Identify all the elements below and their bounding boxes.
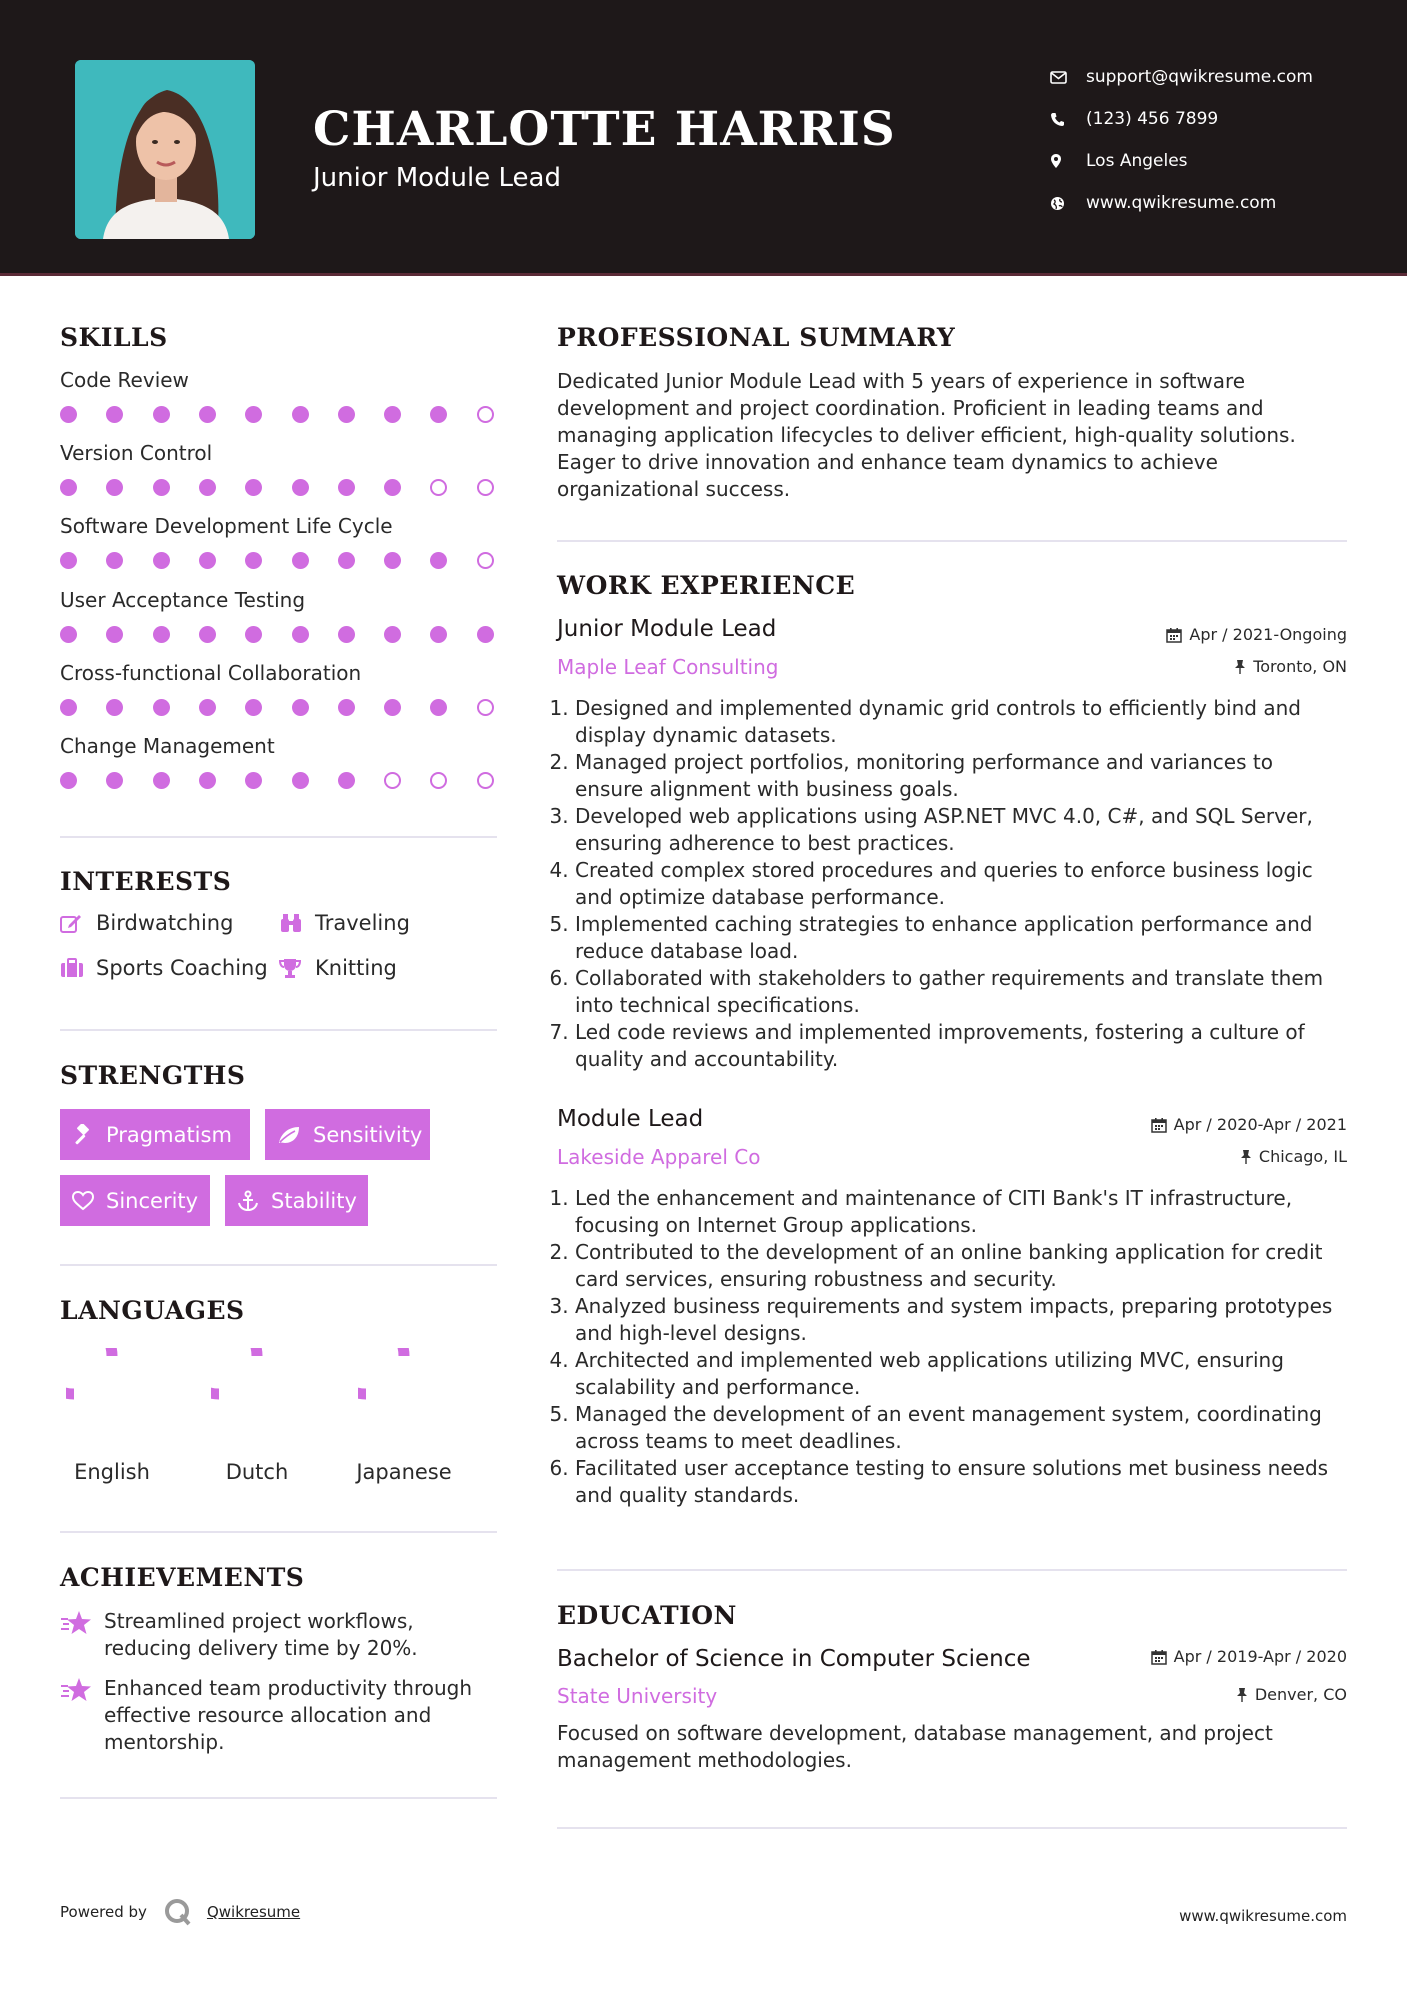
language-label: English	[74, 1460, 150, 1484]
skill-dot-filled	[245, 626, 262, 643]
skill-dot-filled	[384, 406, 401, 423]
education-date	[1151, 1647, 1347, 1666]
section-divider	[557, 1569, 1347, 1571]
skill-dot-filled	[106, 406, 123, 423]
skill-dot-filled	[292, 772, 309, 789]
job-location	[1234, 657, 1347, 676]
section-divider	[557, 540, 1347, 542]
resume-header	[0, 0, 1407, 276]
skill-dot-filled	[338, 772, 355, 789]
skill-dot-empty	[477, 479, 494, 496]
pushpin-icon	[1234, 659, 1246, 675]
skill-dot-filled	[245, 552, 262, 569]
job-bullet: 5. Managed the development of an event management system, coordinating across teams to meet deadlines.	[575, 1401, 1347, 1455]
skill-dot-filled	[60, 406, 77, 423]
skill-name: Software Development Life Cycle	[60, 514, 393, 538]
section-divider	[557, 1827, 1347, 1829]
star-icon	[60, 1608, 104, 1662]
calendar-icon	[1166, 627, 1182, 643]
contact-email[interactable]	[1050, 56, 1313, 98]
strength-label: Sensitivity	[313, 1122, 423, 1147]
interest-label: Sports Coaching	[96, 956, 268, 980]
job-date-text: Apr / 2021-Ongoing	[1189, 625, 1347, 644]
job-bullet: 6. Collaborated with stakeholders to gather requirements and translate them into technical specifications.	[575, 965, 1347, 1019]
interest-item	[60, 911, 233, 935]
contact-location-text: Los Angeles	[1086, 151, 1188, 171]
skill-dot-filled	[292, 406, 309, 423]
job-bullet: 4. Created complex stored procedures and queries to enforce business logic and optimize database performance.	[575, 857, 1347, 911]
contact-phone[interactable]	[1050, 98, 1313, 140]
skill-dot-filled	[199, 406, 216, 423]
skill-dot-empty	[384, 772, 401, 789]
skills-title: SKILLS	[60, 323, 168, 352]
powered-by-label: Powered by	[60, 1903, 147, 1921]
skill-dot-filled	[153, 699, 170, 716]
job-date	[1166, 625, 1347, 644]
job-bullet: 5. Implemented caching strategies to enhance application performance and reduce database load.	[575, 911, 1347, 965]
skill-rating	[60, 626, 500, 644]
skill-name: Cross-functional Collaboration	[60, 661, 362, 685]
skill-rating	[60, 406, 500, 424]
language-level-ring	[66, 1348, 158, 1440]
skill-dot-filled	[338, 406, 355, 423]
job-bullet: 7. Led code reviews and implemented improvements, fostering a culture of quality and accountability.	[575, 1019, 1347, 1073]
interest-label: Birdwatching	[96, 911, 234, 935]
interest-item	[60, 956, 268, 980]
skill-dot-filled	[384, 699, 401, 716]
globe-icon	[1050, 196, 1086, 211]
skill-dot-filled	[245, 772, 262, 789]
job-location	[1240, 1147, 1347, 1166]
skill-dot-filled	[60, 626, 77, 643]
skill-dot-filled	[430, 406, 447, 423]
skill-dot-empty	[477, 552, 494, 569]
section-divider	[60, 836, 497, 838]
skill-dot-filled	[292, 552, 309, 569]
achievement-text: Streamlined project workflows, reducing delivery time by 20%.	[104, 1609, 418, 1660]
skill-dot-filled	[153, 552, 170, 569]
language-label: Dutch	[225, 1460, 289, 1484]
education-location-text: Denver, CO	[1254, 1685, 1347, 1704]
experience-title: WORK EXPERIENCE	[557, 571, 856, 600]
skill-name: Code Review	[60, 368, 189, 392]
skill-dot-filled	[199, 552, 216, 569]
job-date	[1151, 1115, 1347, 1134]
education-text: Focused on software development, database management, and project management methodologies.	[557, 1721, 1273, 1772]
language-level-ring	[358, 1348, 450, 1440]
section-divider	[60, 1531, 497, 1533]
skill-dot-filled	[384, 626, 401, 643]
job-bullet: 2. Managed project portfolios, monitoring performance and variances to ensure alignment with business goals.	[575, 749, 1347, 803]
education-location	[1236, 1685, 1347, 1704]
company-name: Lakeside Apparel Co	[557, 1145, 761, 1169]
skill-name: Change Management	[60, 734, 275, 758]
skill-name: Version Control	[60, 441, 213, 465]
job-bullet: 1. Designed and implemented dynamic grid controls to efficiently bind and display dynamic datasets.	[575, 695, 1347, 749]
skill-dot-filled	[338, 626, 355, 643]
strength-chip	[60, 1175, 210, 1226]
strength-label: Stability	[271, 1188, 357, 1213]
job-bullet: 1. Led the enhancement and maintenance of CITI Bank's IT infrastructure, focusing on Internet Group applications.	[575, 1185, 1347, 1239]
skill-dot-filled	[338, 552, 355, 569]
skill-dot-filled	[60, 699, 77, 716]
skill-dot-filled	[245, 406, 262, 423]
job-bullets	[557, 695, 1347, 1073]
location-pin-icon	[1050, 153, 1086, 169]
skill-dot-filled	[106, 699, 123, 716]
achievement-item	[60, 1608, 500, 1662]
job-bullet: 3. Developed web applications using ASP.NET MVC 4.0, C#, and SQL Server, ensuring adherence to best practices.	[575, 803, 1347, 857]
skill-dot-filled	[338, 479, 355, 496]
qwikresume-link[interactable]: Qwikresume	[206, 1903, 301, 1921]
education-date-text: Apr / 2019-Apr / 2020	[1173, 1647, 1347, 1666]
job-bullet: 6. Facilitated user acceptance testing to ensure solutions met business needs and quality standards.	[575, 1455, 1347, 1509]
skill-dot-filled	[153, 479, 170, 496]
pencil-square-icon	[60, 913, 96, 933]
language-level-arc	[211, 1348, 257, 1394]
heart-icon	[72, 1191, 94, 1211]
skill-dot-filled	[245, 699, 262, 716]
job-location-text: Toronto, ON	[1253, 657, 1347, 676]
strength-chip	[225, 1175, 368, 1226]
job-bullet: 4. Architected and implemented web applications utilizing MVC, ensuring scalability and performance.	[575, 1347, 1347, 1401]
skill-dot-filled	[477, 626, 494, 643]
interest-item	[279, 956, 397, 980]
skill-dot-empty	[477, 699, 494, 716]
skill-dot-filled	[60, 552, 77, 569]
job-title: Junior Module Lead	[557, 616, 777, 642]
company-name: Maple Leaf Consulting	[557, 655, 779, 679]
strength-label: Pragmatism	[106, 1122, 232, 1147]
skill-dot-empty	[477, 406, 494, 423]
skill-name: User Acceptance Testing	[60, 588, 306, 612]
contact-list	[1050, 56, 1313, 224]
calendar-icon	[1151, 1649, 1167, 1665]
section-divider	[60, 1264, 497, 1266]
calendar-icon	[1151, 1117, 1167, 1133]
skill-dot-filled	[153, 626, 170, 643]
footer-website[interactable]: www.qwikresume.com	[1179, 1907, 1347, 1925]
skill-dot-filled	[106, 626, 123, 643]
achievement-item	[60, 1675, 500, 1756]
skill-dot-filled	[106, 552, 123, 569]
education-title: EDUCATION	[557, 1601, 737, 1630]
skill-dot-filled	[153, 406, 170, 423]
job-date-text: Apr / 2020-Apr / 2021	[1173, 1115, 1347, 1134]
skill-rating	[60, 699, 500, 717]
skill-dot-filled	[199, 626, 216, 643]
leaf-icon	[277, 1125, 301, 1145]
section-divider	[60, 1797, 497, 1799]
skill-dot-filled	[292, 699, 309, 716]
skill-dot-empty	[477, 772, 494, 789]
binoculars-icon	[279, 913, 315, 933]
school-name: State University	[557, 1684, 718, 1708]
language-item	[344, 1348, 464, 1484]
achievements-title: ACHIEVEMENTS	[60, 1563, 305, 1592]
language-label: Japanese	[356, 1460, 452, 1484]
summary-text: Dedicated Junior Module Lead with 5 years of experience in software development and project coordination. Proficient in leading teams and managing application lifecycles to deliver efficient, high-quality solutions. Eager to drive innovation and enhance team dynamics to achieve organizational success.	[557, 369, 1296, 501]
skill-dot-empty	[430, 479, 447, 496]
job-title: Module Lead	[557, 1106, 704, 1132]
anchor-icon	[237, 1190, 259, 1212]
skill-rating	[60, 479, 500, 497]
job-bullets	[557, 1185, 1347, 1509]
skill-rating	[60, 552, 500, 570]
strength-chip	[265, 1109, 430, 1160]
strength-label: Sincerity	[106, 1188, 199, 1213]
skill-dot-filled	[292, 479, 309, 496]
contact-location	[1050, 140, 1313, 182]
skill-dot-filled	[199, 699, 216, 716]
skill-dot-filled	[430, 699, 447, 716]
summary-title: PROFESSIONAL SUMMARY	[557, 323, 956, 352]
strengths-title: STRENGTHS	[60, 1061, 246, 1090]
pushpin-icon	[1240, 1149, 1252, 1165]
language-item	[197, 1348, 317, 1484]
contact-phone-text: (123) 456 7899	[1086, 109, 1219, 129]
skill-dot-filled	[153, 772, 170, 789]
degree-title: Bachelor of Science in Computer Science	[557, 1646, 1031, 1672]
skill-dot-filled	[430, 552, 447, 569]
skill-dot-filled	[60, 479, 77, 496]
achievement-text: Enhanced team productivity through effective resource allocation and mentorship.	[104, 1676, 473, 1754]
section-divider	[60, 1029, 497, 1031]
contact-website-text: www.qwikresume.com	[1086, 193, 1277, 213]
strength-chip	[60, 1109, 250, 1160]
interest-item	[279, 911, 410, 935]
candidate-name: CHARLOTTE HARRIS	[313, 102, 896, 157]
interests-title: INTERESTS	[60, 867, 232, 896]
job-bullet: 2. Contributed to the development of an online banking application for credit card services, ensuring robustness and security.	[575, 1239, 1347, 1293]
briefcase-icon	[60, 958, 96, 978]
job-location-text: Chicago, IL	[1258, 1147, 1347, 1166]
language-level-arc	[358, 1348, 404, 1394]
envelope-icon	[1050, 71, 1086, 84]
language-level-ring	[211, 1348, 303, 1440]
gavel-icon	[72, 1124, 94, 1146]
skill-dot-filled	[106, 479, 123, 496]
skill-dot-filled	[199, 772, 216, 789]
skill-dot-filled	[245, 479, 262, 496]
skill-dot-filled	[292, 626, 309, 643]
skill-dot-filled	[338, 699, 355, 716]
star-icon	[60, 1675, 104, 1756]
pushpin-icon	[1236, 1687, 1248, 1703]
skill-dot-filled	[430, 626, 447, 643]
language-level-arc	[66, 1348, 112, 1394]
language-item	[52, 1348, 172, 1484]
skill-dot-empty	[430, 772, 447, 789]
contact-email-text: support@qwikresume.com	[1086, 67, 1313, 87]
phone-icon	[1050, 112, 1086, 127]
skill-dot-filled	[106, 772, 123, 789]
trophy-icon	[279, 957, 315, 979]
interest-label: Knitting	[315, 956, 397, 980]
skill-dot-filled	[199, 479, 216, 496]
skill-rating	[60, 772, 500, 790]
skill-dot-filled	[384, 552, 401, 569]
job-bullet: 3. Analyzed business requirements and system impacts, preparing prototypes and high-level designs.	[575, 1293, 1347, 1347]
candidate-title: Junior Module Lead	[313, 163, 561, 193]
footer-powered-by	[60, 1897, 300, 1927]
skill-dot-filled	[60, 772, 77, 789]
contact-website[interactable]	[1050, 182, 1313, 224]
profile-photo	[75, 60, 255, 239]
qwikresume-logo-icon	[163, 1897, 193, 1927]
interest-label: Traveling	[315, 911, 410, 935]
skill-dot-filled	[384, 479, 401, 496]
languages-title: LANGUAGES	[60, 1296, 245, 1325]
